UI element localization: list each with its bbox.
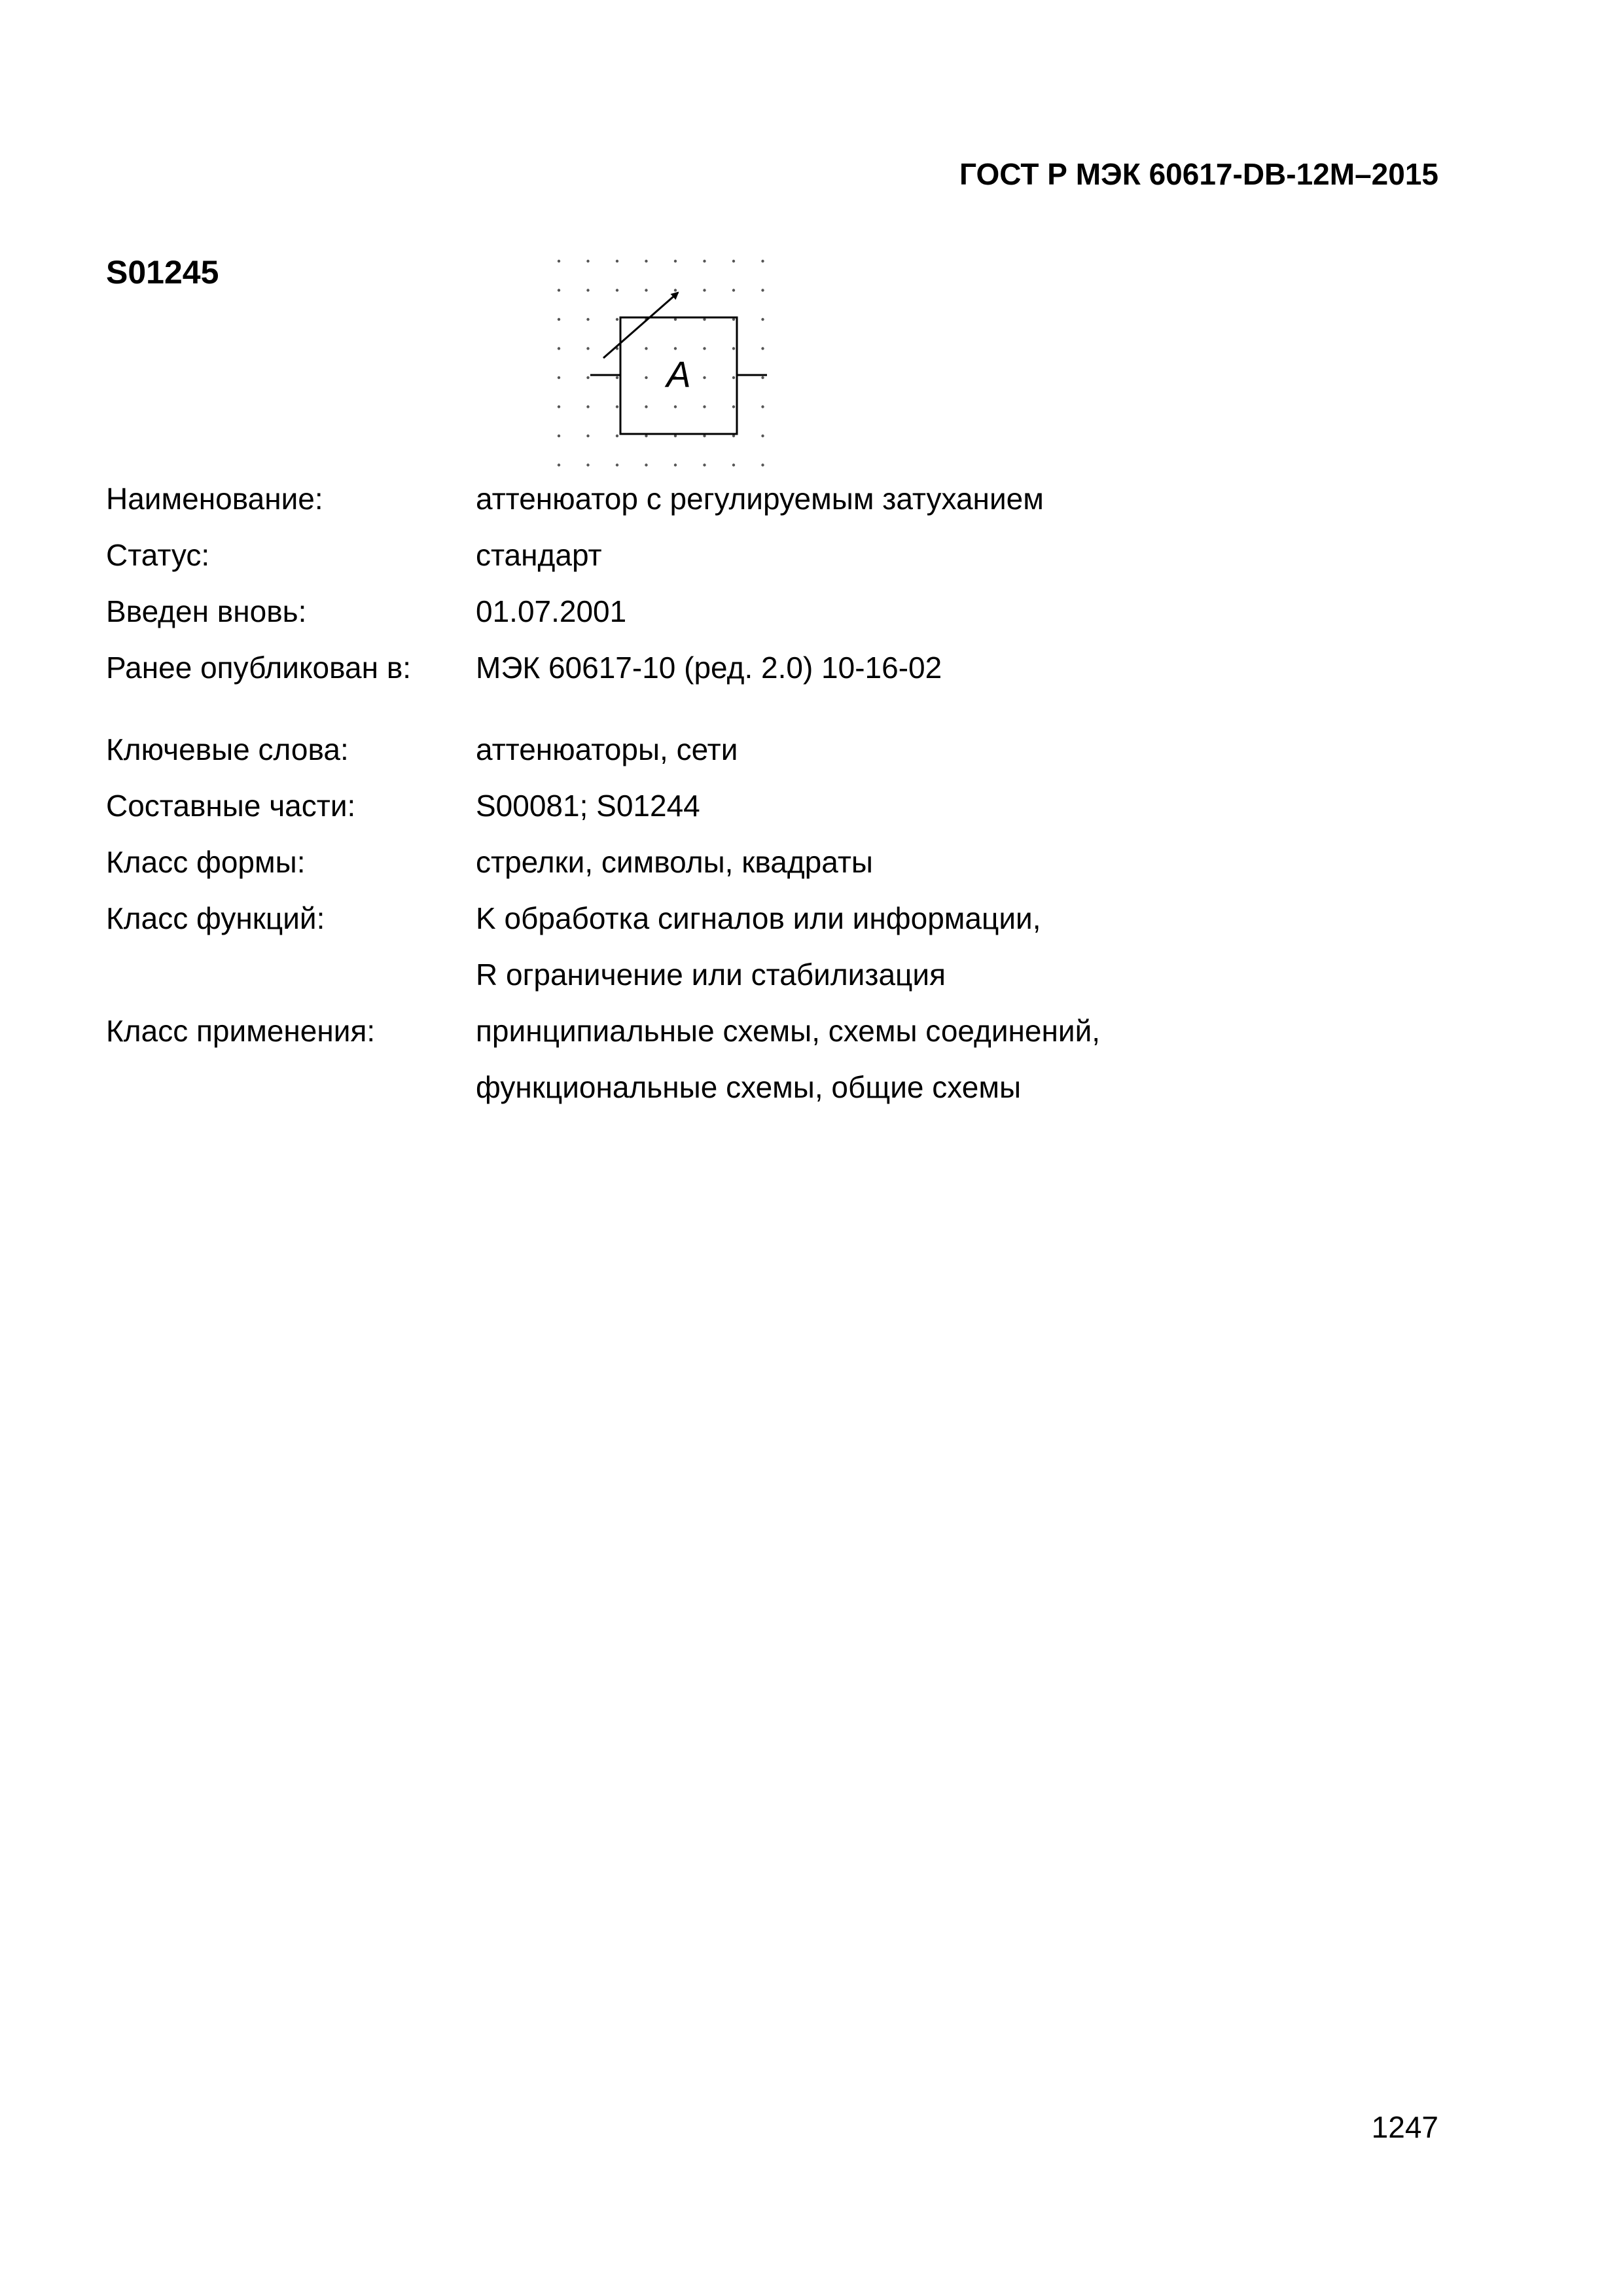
grid-dot — [616, 435, 618, 437]
grid-dot — [645, 260, 647, 262]
grid-dot — [558, 463, 560, 466]
property-value: стрелки, символы, квадраты — [476, 845, 873, 879]
grid-dot — [558, 318, 560, 321]
grid-dot — [645, 463, 647, 466]
property-value: S00081; S01244 — [476, 789, 700, 823]
grid-dot — [558, 405, 560, 408]
grid-dot — [586, 318, 589, 321]
grid-dot — [732, 289, 735, 291]
grid-dot — [558, 260, 560, 262]
property-label: Наименование: — [106, 482, 323, 516]
property-label: Ключевые слова: — [106, 732, 349, 766]
grid-dot — [616, 376, 618, 379]
property-value: МЭК 60617-10 (ред. 2.0) 10-16-02 — [476, 651, 942, 685]
property-value: K обработка сигналов или информации, — [476, 901, 1041, 935]
grid-dot — [645, 405, 647, 408]
property-label: Класс формы: — [106, 845, 306, 879]
adjustable-arrow-icon — [603, 293, 678, 358]
grid-dot — [674, 463, 677, 466]
property-label: Составные части: — [106, 789, 356, 823]
property-label: Статус: — [106, 538, 210, 572]
grid-dot — [761, 376, 764, 379]
grid-dot — [558, 347, 560, 350]
grid-dot — [586, 289, 589, 291]
grid-dot — [586, 376, 589, 379]
grid-dot — [616, 260, 618, 262]
grid-dot — [586, 347, 589, 350]
grid-dot — [586, 405, 589, 408]
attenuator-symbol-figure — [550, 252, 805, 468]
grid-dot — [732, 405, 735, 408]
grid-dot — [761, 463, 764, 466]
property-label: Класс функций: — [106, 901, 325, 935]
property-value: аттенюаторы, сети — [476, 732, 738, 766]
grid-dot — [703, 289, 705, 291]
grid-dot — [558, 376, 560, 379]
page-number: 1247 — [1371, 2110, 1438, 2144]
grid-dot — [761, 289, 764, 291]
property-label: Введен вновь: — [106, 594, 307, 628]
grid-dot — [674, 260, 677, 262]
grid-dot — [645, 289, 647, 291]
grid-dot — [645, 376, 647, 379]
grid-dot — [703, 405, 705, 408]
grid-dot — [586, 260, 589, 262]
property-value: функциональные схемы, общие схемы — [476, 1070, 1022, 1104]
grid-dot — [732, 376, 735, 379]
property-value: стандарт — [476, 538, 602, 572]
grid-dot — [732, 260, 735, 262]
grid-dot — [732, 463, 735, 466]
grid-dot — [558, 435, 560, 437]
property-value: R ограничение или стабилизация — [476, 958, 946, 992]
property-value: аттенюатор с регулируемым затуханием — [476, 482, 1044, 516]
grid-dot — [616, 405, 618, 408]
grid-dot — [761, 347, 764, 350]
grid-dot — [674, 405, 677, 408]
grid-dot — [558, 289, 560, 291]
grid-dot — [761, 435, 764, 437]
grid-dot — [674, 347, 677, 350]
grid-dot — [616, 289, 618, 291]
grid-dot — [761, 405, 764, 408]
property-value: принципиальные схемы, схемы соединений, — [476, 1014, 1101, 1048]
property-value: 01.07.2001 — [476, 594, 627, 628]
grid-dot — [586, 463, 589, 466]
grid-dot — [732, 347, 735, 350]
symbol-id: S01245 — [106, 254, 219, 291]
attenuator-letter: A — [666, 353, 691, 395]
property-label: Ранее опубликован в: — [106, 651, 412, 685]
grid-dot — [703, 347, 705, 350]
grid-dot — [616, 318, 618, 321]
grid-dot — [761, 318, 764, 321]
document-standard-header: ГОСТ Р МЭК 60617-DB-12М–2015 — [959, 157, 1438, 191]
dot-grid — [558, 260, 764, 467]
grid-dot — [586, 435, 589, 437]
grid-dot — [645, 347, 647, 350]
grid-dot — [616, 463, 618, 466]
grid-dot — [703, 463, 705, 466]
grid-dot — [703, 260, 705, 262]
grid-dot — [674, 289, 677, 291]
grid-dot — [703, 376, 705, 379]
property-label: Класс применения: — [106, 1014, 376, 1048]
grid-dot — [761, 260, 764, 262]
